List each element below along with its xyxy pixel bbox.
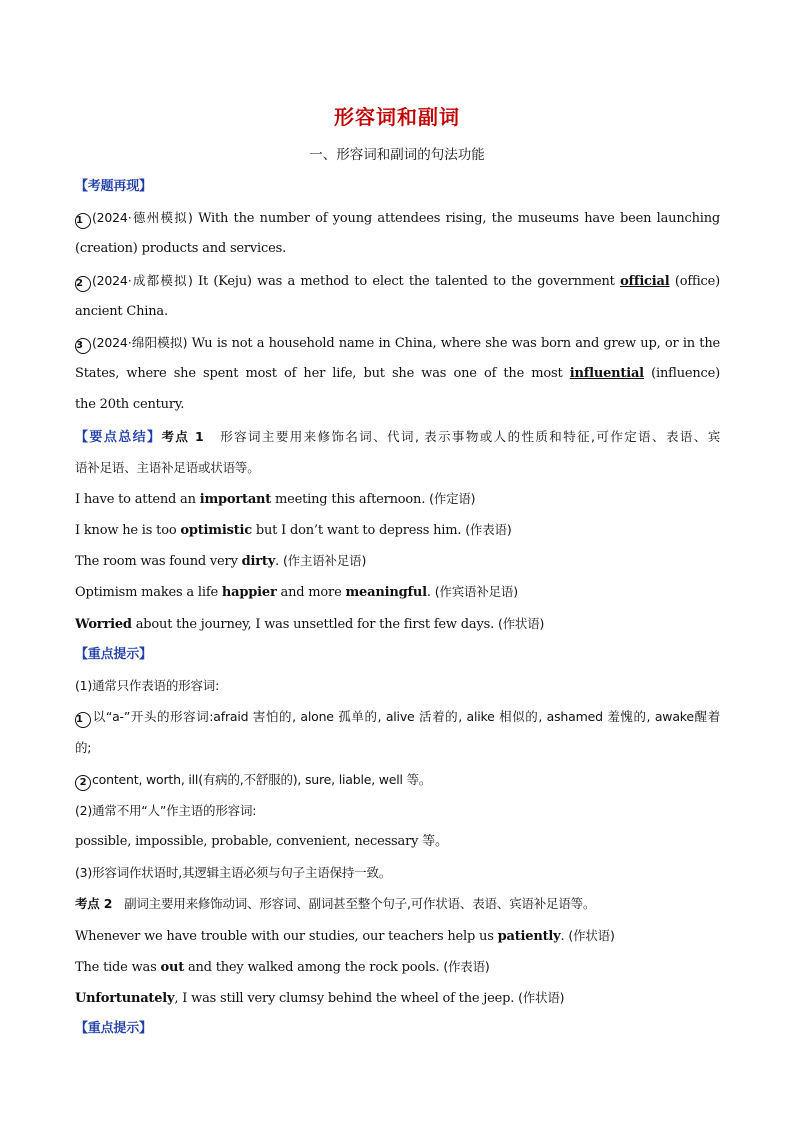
page-title: 形容词和副词: [334, 105, 460, 129]
circled-number-2: 2: [75, 276, 91, 292]
summary-heading: 【要点总结】: [75, 429, 162, 445]
sentence-text: , I was still very clumsy behind the wheel of the jeep.: [174, 990, 519, 1006]
document-body: [75, 171, 720, 1044]
tip-1-item-1: [75, 701, 720, 732]
tip-text: (3)形容词作状语时,其逻辑主语必须与句子主语保持一致。: [75, 865, 392, 881]
sentence-text: I know he is too: [75, 523, 181, 539]
sentence-text: I have to attend an: [75, 491, 200, 507]
function-note: (作定语): [429, 490, 476, 506]
key-word: meaningful: [345, 585, 427, 601]
summary-line: [75, 421, 720, 452]
question-3-cont2: [75, 389, 720, 420]
tip-text: content, worth, ill(有病的,不舒服的), sure, liable, well 等。: [92, 771, 432, 787]
sentence-text: .: [560, 928, 569, 944]
function-note: (作状语): [497, 615, 545, 631]
answer-word: official: [620, 273, 670, 289]
question-2: [75, 265, 720, 296]
sentence-text: .: [275, 554, 283, 570]
tip-text: 的;: [75, 740, 92, 756]
exam-heading: 【考题再现】: [75, 179, 152, 194]
example-sentence: [75, 920, 720, 951]
section-subtitle: 一、形容词和副词的句法功能: [309, 147, 485, 163]
key-word: happier: [221, 585, 277, 601]
example-sentence: [75, 545, 720, 576]
tips-heading: 【重点提示】: [75, 646, 152, 662]
summary-text: 语补足语、主语补足语或状语等。: [75, 459, 260, 475]
key-word: important: [199, 491, 272, 507]
sentence-text: but I don’t want to depress him.: [251, 523, 466, 539]
exam-heading-line: [75, 171, 720, 202]
question-text: With the number of young attendees rising, the museums have been launching: [192, 211, 720, 227]
sentence-text: meeting this afternoon.: [271, 491, 430, 507]
function-note: (作主语补足语): [282, 553, 367, 569]
question-text: ancient China.: [75, 303, 168, 319]
key-word: Unfortunately: [75, 990, 175, 1006]
question-text: the 20th century.: [75, 397, 185, 413]
example-sentence: [75, 483, 720, 514]
sentence-text: about the journey, I was unsettled for the first few days.: [131, 616, 498, 632]
example-sentence: [75, 576, 720, 607]
key-word: dirty: [241, 554, 276, 570]
question-1-cont: [75, 233, 720, 264]
tip-1-item-1-cont: [75, 732, 720, 763]
tips-heading: 【重点提示】: [75, 1021, 152, 1037]
function-note: (作状语): [568, 927, 615, 943]
key-word: Worried: [75, 616, 132, 632]
function-note: (作表语): [465, 522, 512, 538]
tip-text: (2)通常不用“人”作主语的形容词:: [75, 802, 257, 818]
summary-cont: [75, 452, 720, 483]
key-word: optimistic: [180, 523, 252, 539]
key-word: patiently: [497, 928, 561, 944]
example-sentence: [75, 514, 720, 545]
tip-2-head: [75, 795, 720, 826]
tip-text: possible, impossible, probable, convenient, necessary 等。: [75, 833, 448, 849]
sentence-text: The tide was: [75, 959, 161, 975]
tip-text: 以“a-”开头的形容词:afraid 害怕的, alone 孤单的, alive 活着的, alike 相似的, ashamed 羞愧的, awake醒着: [92, 709, 720, 725]
point-2-line: [75, 888, 720, 919]
question-text: Wu is not a household name in China, where she was born and grew up, or in the: [191, 335, 720, 351]
answer-word: influential: [569, 366, 644, 382]
question-3-cont: [75, 358, 720, 389]
question-source: (2024·德州模拟): [92, 210, 193, 226]
summary-text: 形容词主要用来修饰名词、代词, 表示事物或人的性质和特征,可作定语、表语、宾: [220, 428, 720, 444]
question-text: States, where she spent most of her life, but she was one of the most: [75, 366, 570, 382]
sentence-text: and more: [276, 585, 346, 601]
tip-1-head: [75, 670, 720, 701]
point-label: 考点 1: [161, 428, 204, 444]
tips-heading-line: [75, 639, 720, 670]
tip-1-item-2: [75, 764, 720, 795]
question-text: (creation) products and services.: [75, 241, 286, 257]
example-sentence: [75, 982, 720, 1013]
question-1: [75, 202, 720, 233]
tip-2-text: [75, 826, 720, 857]
sentence-text: and they walked among the rock pools.: [184, 959, 444, 975]
question-text: It (Keju) was a method to elect the talented to the government: [192, 273, 621, 289]
question-3: [75, 327, 720, 358]
question-text: (influence): [651, 366, 720, 382]
sentence-text: Whenever we have trouble with our studies, our teachers help us: [75, 928, 498, 944]
example-sentence: [75, 951, 720, 982]
circled-number-3: 3: [75, 338, 91, 354]
function-note: (作表语): [443, 958, 490, 974]
key-word: out: [160, 959, 185, 975]
question-text: (office): [674, 273, 720, 289]
point-label: 考点 2: [75, 896, 113, 912]
sentence-text: Optimism makes a life: [75, 585, 222, 601]
circled-number-1: 1: [75, 213, 91, 229]
example-sentence: [75, 608, 720, 639]
tip-text: (1)通常只作表语的形容词:: [75, 678, 220, 693]
sentence-text: The room was found very: [75, 554, 242, 570]
question-source: (2024·绵阳模拟): [92, 334, 188, 350]
question-source: (2024·成都模拟): [92, 272, 193, 288]
function-note: (作宾语补足语): [434, 584, 518, 600]
question-2-cont: [75, 296, 720, 327]
circled-number-1: 1: [75, 712, 91, 728]
point-text: 副词主要用来修饰动词、形容词、副词甚至整个句子,可作状语、表语、宾语补足语等。: [124, 896, 596, 912]
tip-3: [75, 857, 720, 888]
sentence-text: .: [426, 585, 435, 601]
tips-heading-line-2: [75, 1013, 720, 1044]
function-note: (作状语): [518, 989, 565, 1005]
circled-number-2: 2: [75, 775, 91, 791]
